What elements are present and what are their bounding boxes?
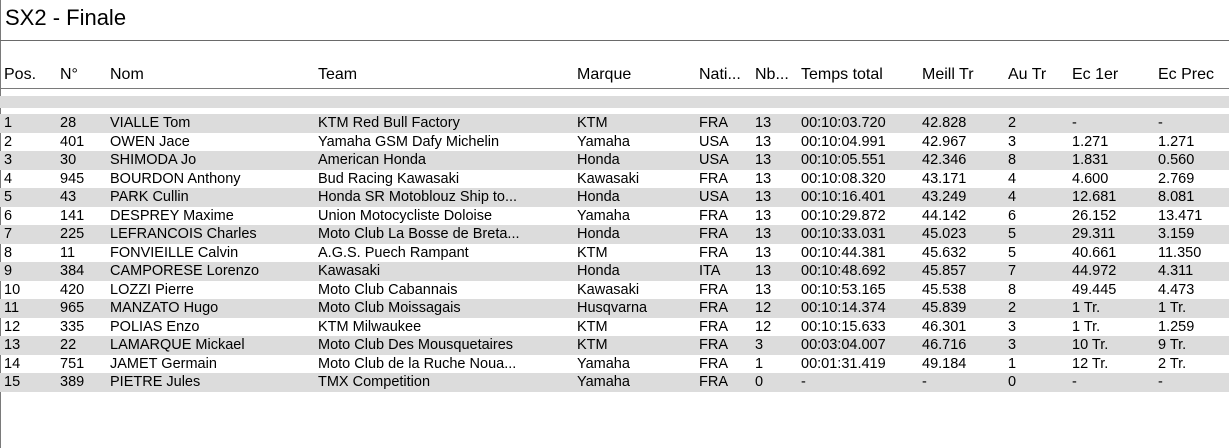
cell-gap-previous: 1.271 [1158, 133, 1195, 150]
cell-best-lap: 45.839 [922, 300, 967, 316]
column-header-nationality[interactable]: Nati... [699, 66, 741, 83]
cell-gap-first: 4.600 [1072, 170, 1109, 187]
cell-gap-first: 12.681 [1072, 189, 1117, 205]
cell-nationality: FRA [699, 355, 728, 372]
table-row[interactable] [0, 244, 1229, 263]
cell-nationality: FRA [699, 300, 728, 316]
cell-number: 22 [60, 337, 77, 353]
cell-total-time: - [801, 374, 806, 390]
column-header-pos[interactable]: Pos. [4, 66, 37, 83]
column-header-gap-previous[interactable]: Ec Prec [1158, 66, 1215, 83]
cell-best-lap: 42.346 [922, 152, 967, 168]
table-row[interactable] [0, 373, 1229, 392]
cell-gap-first: 29.311 [1072, 226, 1116, 242]
cell-team: TMX Competition [318, 374, 431, 390]
cell-brand: Husqvarna [577, 300, 648, 316]
cell-number: 389 [60, 374, 85, 390]
cell-total-time: 00:01:31.419 [801, 355, 886, 372]
cell-nationality: FRA [699, 281, 728, 298]
cell-brand: Honda [577, 226, 620, 242]
table-row[interactable] [0, 225, 1229, 244]
cell-brand: KTM [577, 318, 608, 335]
cell-best-lap-number: 3 [1008, 318, 1017, 335]
table-row[interactable] [0, 114, 1229, 133]
cell-laps: 1 [755, 355, 764, 372]
cell-total-time: 00:10:16.401 [801, 189, 886, 205]
cell-brand: Yamaha [577, 133, 630, 150]
cell-total-time: 00:10:29.872 [801, 207, 886, 224]
cell-nationality: USA [699, 152, 729, 168]
cell-nationality: FRA [699, 318, 728, 335]
cell-gap-first: 10 Tr. [1072, 337, 1109, 353]
cell-total-time: 00:10:08.320 [801, 170, 886, 187]
cell-team: Moto Club Moissagais [318, 300, 461, 316]
cell-best-lap: 45.857 [922, 263, 967, 279]
cell-brand: Yamaha [577, 207, 630, 224]
cell-gap-previous: 1 Tr. [1158, 300, 1187, 316]
cell-laps: 13 [755, 170, 772, 187]
cell-number: 384 [60, 263, 85, 279]
cell-number: 945 [60, 170, 85, 187]
cell-best-lap-number: 4 [1008, 170, 1017, 187]
cell-total-time: 00:10:03.720 [801, 115, 886, 131]
cell-name: PARK Cullin [110, 189, 189, 205]
column-header-brand[interactable]: Marque [577, 66, 632, 83]
cell-pos: 4 [4, 170, 13, 187]
cell-laps: 12 [755, 300, 772, 316]
cell-laps: 0 [755, 374, 764, 390]
cell-best-lap: - [922, 374, 927, 390]
cell-best-lap: 45.538 [922, 281, 967, 298]
table-row[interactable] [0, 170, 1229, 189]
cell-laps: 13 [755, 189, 772, 205]
column-header-total-time[interactable]: Temps total [801, 66, 883, 83]
cell-laps: 13 [755, 133, 772, 150]
cell-pos: 11 [4, 300, 20, 316]
cell-team: American Honda [318, 152, 426, 168]
cell-best-lap: 45.023 [922, 226, 967, 242]
cell-gap-first: 1 Tr. [1072, 300, 1101, 316]
cell-total-time: 00:10:44.381 [801, 244, 886, 261]
cell-name: BOURDON Anthony [110, 170, 241, 187]
cell-name: FONVIEILLE Calvin [110, 244, 239, 261]
title-divider [0, 40, 1229, 41]
cell-brand: Kawasaki [577, 281, 640, 298]
cell-name: DESPREY Maxime [110, 207, 234, 224]
cell-total-time: 00:10:48.692 [801, 263, 886, 279]
cell-gap-previous: 9 Tr. [1158, 337, 1187, 353]
cell-gap-first: 12 Tr. [1072, 355, 1109, 372]
cell-pos: 10 [4, 281, 21, 298]
table-row[interactable] [0, 355, 1229, 374]
results-table [0, 114, 1229, 392]
cell-gap-previous: 2.769 [1158, 170, 1195, 187]
cell-team: A.G.S. Puech Rampant [318, 244, 469, 261]
cell-best-lap-number: 2 [1008, 300, 1017, 316]
cell-gap-previous: 11.350 [1158, 244, 1202, 261]
cell-gap-first: - [1072, 115, 1077, 131]
cell-number: 43 [60, 189, 77, 205]
cell-laps: 13 [755, 281, 772, 298]
cell-best-lap: 42.967 [922, 133, 967, 150]
cell-pos: 13 [4, 337, 21, 353]
empty-band [0, 96, 1229, 108]
cell-brand: KTM [577, 337, 608, 353]
cell-gap-first: - [1072, 374, 1077, 390]
cell-brand: Honda [577, 263, 620, 279]
cell-laps: 13 [755, 207, 772, 224]
cell-name: SHIMODA Jo [110, 152, 197, 168]
cell-total-time: 00:10:15.633 [801, 318, 886, 335]
table-row[interactable] [0, 336, 1229, 355]
cell-pos: 5 [4, 189, 13, 205]
cell-gap-first: 40.661 [1072, 244, 1117, 261]
cell-number: 401 [60, 133, 85, 150]
cell-nationality: USA [699, 189, 729, 205]
table-row[interactable] [0, 299, 1229, 318]
cell-number: 420 [60, 281, 85, 298]
cell-total-time: 00:10:05.551 [801, 152, 886, 168]
cell-total-time: 00:10:33.031 [801, 226, 886, 242]
cell-gap-previous: - [1158, 115, 1163, 131]
cell-gap-previous: 2 Tr. [1158, 355, 1187, 372]
cell-brand: KTM [577, 115, 608, 131]
cell-team: Yamaha GSM Dafy Michelin [318, 133, 500, 150]
cell-laps: 13 [755, 152, 772, 168]
page-title: SX2 - Finale [5, 5, 127, 30]
cell-nationality: USA [699, 133, 729, 150]
cell-best-lap-number: 8 [1008, 281, 1017, 298]
cell-laps: 13 [755, 226, 772, 242]
cell-gap-first: 1 Tr. [1072, 318, 1101, 335]
cell-gap-previous: 3.159 [1158, 226, 1195, 242]
cell-name: LAMARQUE Mickael [110, 337, 245, 353]
cell-pos: 2 [4, 133, 13, 150]
cell-brand: Honda [577, 189, 620, 205]
cell-name: JAMET Germain [110, 355, 217, 372]
column-header-number[interactable]: N° [60, 66, 78, 83]
cell-total-time: 00:03:04.007 [801, 337, 886, 353]
cell-gap-first: 44.972 [1072, 263, 1117, 279]
cell-total-time: 00:10:53.165 [801, 281, 886, 298]
cell-best-lap-number: 1 [1008, 355, 1017, 372]
cell-name: LEFRANCOIS Charles [110, 226, 257, 242]
table-row[interactable] [0, 318, 1229, 337]
cell-gap-previous: 4.311 [1158, 263, 1194, 279]
cell-team: Moto Club La Bosse de Breta... [318, 226, 520, 242]
column-header-best-lap-number[interactable]: Au Tr [1008, 66, 1047, 83]
cell-gap-first: 1.271 [1072, 133, 1109, 150]
cell-pos: 15 [4, 374, 21, 390]
cell-best-lap: 43.249 [922, 189, 967, 205]
cell-best-lap-number: 2 [1008, 115, 1017, 131]
cell-gap-first: 1.831 [1072, 152, 1109, 168]
cell-brand: Yamaha [577, 374, 630, 390]
cell-number: 11 [60, 244, 76, 261]
cell-nationality: FRA [699, 170, 728, 187]
cell-number: 225 [60, 226, 85, 242]
cell-team: Union Motocycliste Doloise [318, 207, 493, 224]
cell-pos: 6 [4, 207, 13, 224]
cell-total-time: 00:10:14.374 [801, 300, 886, 316]
cell-laps: 13 [755, 115, 772, 131]
cell-team: Honda SR Motoblouz Ship to... [318, 189, 518, 205]
cell-number: 751 [60, 355, 85, 372]
cell-name: POLIAS Enzo [110, 318, 200, 335]
cell-best-lap: 45.632 [922, 244, 967, 261]
column-header-gap-first[interactable]: Ec 1er [1072, 66, 1119, 83]
header-divider [0, 88, 1229, 89]
cell-best-lap-number: 3 [1008, 337, 1017, 353]
table-row[interactable] [0, 133, 1229, 152]
table-row[interactable] [0, 262, 1229, 281]
cell-name: OWEN Jace [110, 133, 190, 150]
column-header-name[interactable]: Nom [110, 66, 144, 83]
cell-team: Moto Club Des Mousquetaires [318, 337, 514, 353]
table-row[interactable] [0, 151, 1229, 170]
column-header-best-lap[interactable]: Meill Tr [922, 66, 974, 83]
cell-laps: 3 [755, 337, 764, 353]
cell-number: 335 [60, 318, 85, 335]
cell-number: 30 [60, 152, 77, 168]
cell-pos: 7 [4, 226, 13, 242]
table-header [0, 64, 1229, 86]
cell-nationality: FRA [699, 374, 728, 390]
cell-nationality: FRA [699, 337, 728, 353]
cell-brand: KTM [577, 244, 608, 261]
cell-brand: Honda [577, 152, 620, 168]
cell-gap-previous: 13.471 [1158, 207, 1203, 224]
cell-name: LOZZI Pierre [110, 281, 194, 298]
cell-pos: 12 [4, 318, 21, 335]
cell-nationality: FRA [699, 226, 728, 242]
cell-gap-first: 26.152 [1072, 207, 1117, 224]
cell-team: Bud Racing Kawasaki [318, 170, 460, 187]
cell-gap-previous: 8.081 [1158, 189, 1195, 205]
cell-best-lap: 43.171 [922, 170, 967, 187]
cell-best-lap-number: 4 [1008, 189, 1017, 205]
cell-laps: 13 [755, 263, 772, 279]
cell-nationality: FRA [699, 244, 728, 261]
cell-team: Kawasaki [318, 263, 381, 279]
cell-team: KTM Red Bull Factory [318, 115, 460, 131]
cell-pos: 8 [4, 244, 13, 261]
cell-pos: 9 [4, 263, 13, 279]
cell-gap-first: 49.445 [1072, 281, 1117, 298]
cell-nationality: ITA [699, 263, 721, 279]
cell-laps: 12 [755, 318, 772, 335]
cell-brand: Kawasaki [577, 170, 640, 187]
cell-best-lap-number: 5 [1008, 244, 1017, 261]
cell-name: CAMPORESE Lorenzo [110, 263, 260, 279]
cell-number: 141 [60, 207, 85, 224]
cell-pos: 3 [4, 152, 13, 168]
cell-best-lap-number: 7 [1008, 263, 1017, 279]
table-row[interactable] [0, 281, 1229, 300]
cell-nationality: FRA [699, 115, 728, 131]
cell-pos: 1 [4, 115, 13, 131]
cell-best-lap: 49.184 [922, 355, 967, 372]
cell-name: VIALLE Tom [110, 115, 191, 131]
cell-nationality: FRA [699, 207, 728, 224]
cell-name: PIETRE Jules [110, 374, 201, 390]
cell-best-lap: 42.828 [922, 115, 967, 131]
cell-gap-previous: 1.259 [1158, 318, 1195, 335]
cell-gap-previous: - [1158, 374, 1163, 390]
cell-laps: 13 [755, 244, 772, 261]
cell-number: 965 [60, 300, 85, 316]
cell-pos: 14 [4, 355, 21, 372]
cell-best-lap-number: 6 [1008, 207, 1017, 224]
cell-team: Moto Club de la Ruche Noua... [318, 355, 517, 372]
cell-team: Moto Club Cabannais [318, 281, 458, 298]
cell-gap-previous: 0.560 [1158, 152, 1195, 168]
cell-best-lap: 46.301 [922, 318, 967, 335]
table-row[interactable] [0, 188, 1229, 207]
table-row[interactable] [0, 207, 1229, 226]
cell-brand: Yamaha [577, 355, 630, 372]
cell-best-lap-number: 0 [1008, 374, 1017, 390]
cell-best-lap-number: 8 [1008, 152, 1017, 168]
column-header-team[interactable]: Team [318, 66, 358, 83]
cell-best-lap: 46.716 [922, 337, 967, 353]
column-header-laps[interactable]: Nb... [755, 66, 789, 83]
cell-name: MANZATO Hugo [110, 300, 219, 316]
cell-number: 28 [60, 115, 77, 131]
cell-gap-previous: 4.473 [1158, 281, 1195, 298]
cell-total-time: 00:10:04.991 [801, 133, 886, 150]
cell-best-lap-number: 5 [1008, 226, 1017, 242]
cell-best-lap: 44.142 [922, 207, 967, 224]
cell-team: KTM Milwaukee [318, 318, 422, 335]
cell-best-lap-number: 3 [1008, 133, 1017, 150]
